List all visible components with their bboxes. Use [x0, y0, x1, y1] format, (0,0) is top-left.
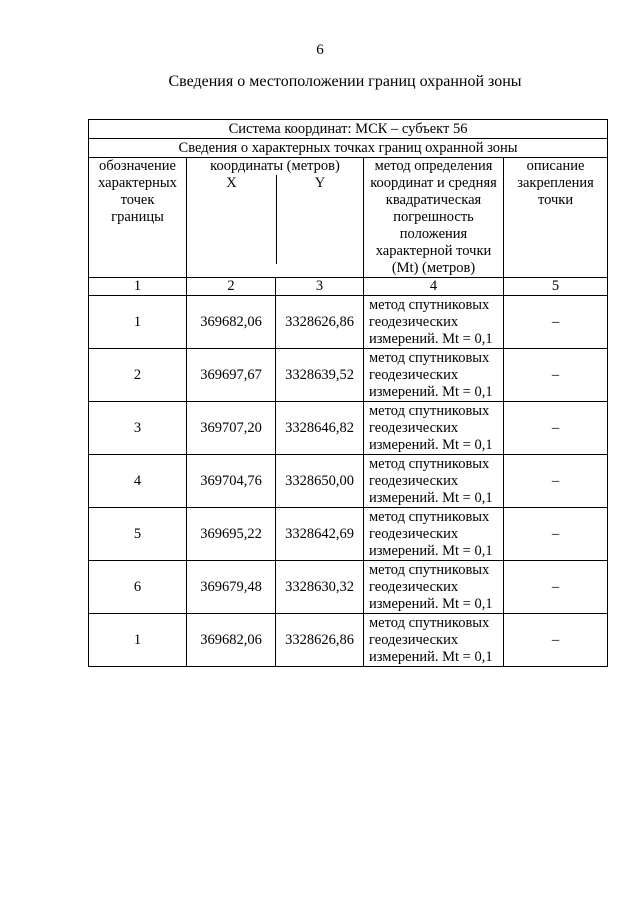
y-coordinate-cell: 3328646,82	[276, 402, 364, 455]
column-index: 3	[276, 278, 364, 296]
y-coordinate-cell: 3328630,32	[276, 561, 364, 614]
description-header-line: описание	[526, 158, 585, 174]
y-coordinate-cell: 3328642,69	[276, 508, 364, 561]
x-coordinate-cell: 369695,22	[187, 508, 276, 561]
method-line: метод спутниковых	[369, 349, 490, 366]
designation-header-line: обозначение	[99, 158, 176, 174]
subtitle-row	[89, 139, 608, 158]
method-header-line: (Mt) (метров)	[391, 260, 476, 276]
method-header-line: характерной точки	[375, 243, 492, 259]
point-id-cell: 3	[89, 402, 187, 455]
method-cell	[364, 402, 504, 455]
description-cell: –	[504, 402, 608, 455]
x-coordinate-cell: 369682,06	[187, 614, 276, 667]
method-line: метод спутниковых	[369, 614, 490, 631]
method-line: метод спутниковых	[369, 296, 490, 313]
column-index: 1	[89, 278, 187, 296]
description-header-line: точки	[537, 192, 574, 208]
x-coordinate-cell: 369679,48	[187, 561, 276, 614]
method-line: геодезических	[369, 313, 459, 330]
point-id-cell: 5	[89, 508, 187, 561]
designation-header-line: точек	[120, 192, 155, 208]
method-line: измерений. Mt = 0,1	[369, 489, 493, 506]
y-header: Y	[314, 175, 326, 191]
column-index-row	[89, 278, 608, 296]
x-coordinate-cell: 369704,76	[187, 455, 276, 508]
table-row	[89, 561, 608, 614]
y-coordinate-cell: 3328650,00	[276, 455, 364, 508]
coordinate-system-cell: Система координат: МСК – субъект 56	[89, 120, 608, 139]
page-number: 6	[316, 42, 324, 58]
table-row	[89, 614, 608, 667]
method-line: метод спутниковых	[369, 561, 490, 578]
table-row	[89, 508, 608, 561]
point-id-cell: 6	[89, 561, 187, 614]
method-line: метод спутниковых	[369, 402, 490, 419]
coordinates-header	[187, 158, 364, 278]
description-cell: –	[504, 296, 608, 349]
point-id-cell: 1	[89, 296, 187, 349]
method-cell	[364, 455, 504, 508]
method-line: геодезических	[369, 631, 459, 648]
column-index: 5	[504, 278, 608, 296]
column-index: 2	[187, 278, 276, 296]
description-cell: –	[504, 561, 608, 614]
method-line: измерений. Mt = 0,1	[369, 542, 493, 559]
coordinates-header-title: координаты (метров)	[210, 158, 340, 174]
designation-header-line: границы	[111, 209, 164, 225]
method-line: измерений. Mt = 0,1	[369, 436, 493, 453]
method-line: геодезических	[369, 525, 459, 542]
y-coordinate-cell: 3328639,52	[276, 349, 364, 402]
point-id-cell: 2	[89, 349, 187, 402]
method-header-line: погрешность	[393, 209, 474, 225]
table-subtitle-cell: Сведения о характерных точках границ охранной зоны	[89, 139, 608, 158]
method-header	[364, 158, 504, 278]
system-row	[89, 120, 608, 139]
designation-header	[89, 158, 187, 278]
coordinates-table-body	[89, 120, 608, 667]
method-line: измерений. Mt = 0,1	[369, 383, 493, 400]
method-line: измерений. Mt = 0,1	[369, 595, 493, 612]
table-row	[89, 455, 608, 508]
x-coordinate-cell: 369682,06	[187, 296, 276, 349]
description-cell: –	[504, 349, 608, 402]
method-cell	[364, 508, 504, 561]
point-id-cell: 1	[89, 614, 187, 667]
method-line: метод спутниковых	[369, 508, 490, 525]
method-line: измерений. Mt = 0,1	[369, 330, 493, 347]
x-coordinate-cell: 369697,67	[187, 349, 276, 402]
designation-header-line: характерных	[98, 175, 177, 191]
table-row	[89, 402, 608, 455]
method-line: метод спутниковых	[369, 455, 490, 472]
description-cell: –	[504, 614, 608, 667]
y-coordinate-cell: 3328626,86	[276, 614, 364, 667]
table-row	[89, 349, 608, 402]
method-line: геодезических	[369, 578, 459, 595]
coordinates-table	[88, 119, 608, 667]
description-header-line: закрепления	[517, 175, 594, 191]
method-cell	[364, 296, 504, 349]
document-title: Сведения о местоположении границ охранной зоны	[168, 73, 522, 90]
description-header	[504, 158, 608, 278]
method-header-line: метод определения	[374, 158, 493, 174]
description-cell: –	[504, 508, 608, 561]
method-line: измерений. Mt = 0,1	[369, 648, 493, 665]
description-cell: –	[504, 455, 608, 508]
method-cell	[364, 614, 504, 667]
method-cell	[364, 349, 504, 402]
y-coordinate-cell: 3328626,86	[276, 296, 364, 349]
method-header-line: положения	[399, 226, 468, 242]
method-line: геодезических	[369, 419, 459, 436]
x-coordinate-cell: 369707,20	[187, 402, 276, 455]
xy-divider	[276, 175, 277, 264]
column-index: 4	[364, 278, 504, 296]
method-header-line: координат и средняя	[370, 175, 497, 191]
method-cell	[364, 561, 504, 614]
method-line: геодезических	[369, 472, 459, 489]
x-header: X	[226, 175, 237, 191]
method-line: геодезических	[369, 366, 459, 383]
point-id-cell: 4	[89, 455, 187, 508]
method-header-line: квадратическая	[385, 192, 482, 208]
header-row	[89, 158, 608, 278]
table-row	[89, 296, 608, 349]
